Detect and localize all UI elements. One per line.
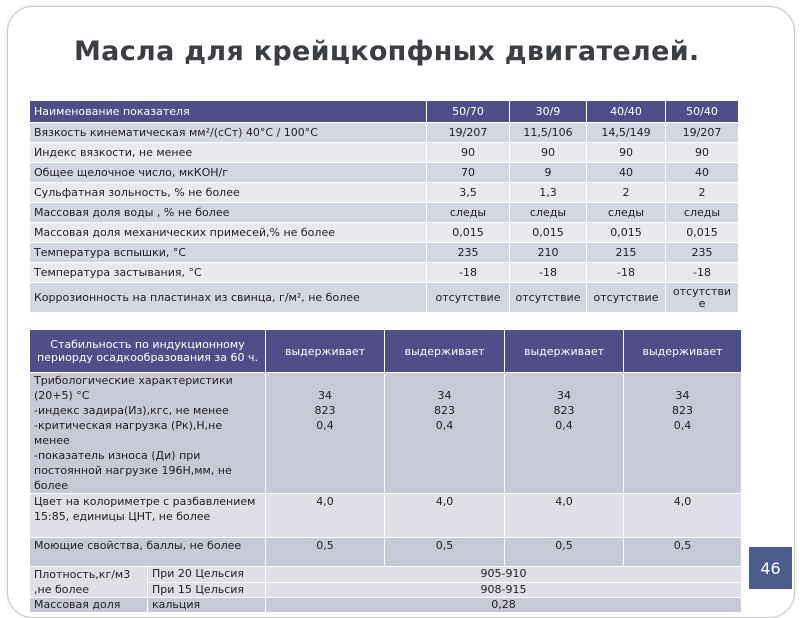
cell-value: -18 — [427, 263, 510, 283]
properties-table — [29, 100, 739, 313]
cell-value: 34 — [437, 389, 452, 402]
cell-value: 0,4 — [316, 419, 334, 432]
cell-value: 0,4 — [435, 419, 454, 432]
cell-value: 215 — [587, 243, 666, 263]
row-label: Массовая доля механических примесей,% не более — [30, 223, 427, 243]
cell-value: 9 — [510, 163, 587, 183]
density-label: Плотность,кг/м3 ,не более — [30, 567, 148, 598]
cell-value: 210 — [510, 243, 587, 263]
tribology-line: -индекс задира(Из),кгс, не менее — [34, 404, 229, 417]
cell-value: 0,015 — [666, 223, 739, 243]
table-row — [30, 494, 742, 538]
cell-value: -18 — [666, 263, 739, 283]
cell-value: 90 — [427, 143, 510, 163]
cell-value: 823 — [314, 404, 336, 417]
header-value: выдерживает — [624, 330, 742, 373]
tribology-line: -показатель износа (Ди) при постоянной нагрузке 196Н,мм, не более — [34, 449, 232, 492]
table-row — [30, 283, 739, 313]
density-value: 908-915 — [266, 582, 742, 598]
additional-properties-table — [29, 329, 742, 613]
cell-value: 34 — [557, 389, 572, 402]
tribology-values — [266, 373, 385, 494]
row-label: Моющие свойства, баллы, не более — [30, 538, 266, 567]
row-label: Температура вспышки, °С — [30, 243, 427, 263]
table-row — [30, 538, 742, 567]
page-number: 46 — [749, 547, 792, 589]
cell-value: 34 — [318, 389, 333, 402]
cell-value: 823 — [553, 404, 575, 417]
cell-value: отсутствие — [510, 283, 587, 313]
header-value: выдерживает — [266, 330, 385, 373]
row-label: Индекс вязкости, не менее — [30, 143, 427, 163]
density-value: 905-910 — [266, 567, 742, 583]
cell-value: 40 — [666, 163, 739, 183]
cell-value: 0,015 — [510, 223, 587, 243]
cell-value: 34 — [675, 389, 690, 402]
cell-value: 90 — [587, 143, 666, 163]
cell-value: 0,5 — [266, 538, 385, 567]
cell-value: 3,5 — [427, 183, 510, 203]
table-row — [30, 223, 739, 243]
cell-value: 0,015 — [587, 223, 666, 243]
table-row — [30, 163, 739, 183]
tribology-label — [30, 373, 266, 494]
table-row — [30, 183, 739, 203]
density-sub-label: При 15 Цельсия — [148, 582, 266, 598]
row-label: Сульфатная зольность, % не более — [30, 183, 427, 203]
tribology-values — [505, 373, 624, 494]
cell-value: 4,0 — [624, 494, 742, 538]
cell-value: 0,5 — [385, 538, 505, 567]
header-grade: 50/40 — [666, 101, 739, 123]
cell-value: 823 — [434, 404, 456, 417]
row-label: Массовая доля — [30, 598, 148, 613]
tribology-values — [624, 373, 742, 494]
table-row — [30, 243, 739, 263]
cell-value: 235 — [427, 243, 510, 263]
table-row — [30, 263, 739, 283]
header-value: выдерживает — [505, 330, 624, 373]
tribology-line: -критическая нагрузка (Рк),Н,не менее — [34, 419, 223, 447]
row-label: Массовая доля воды , % не более — [30, 203, 427, 223]
table-row — [30, 567, 742, 583]
cell-value: 40 — [587, 163, 666, 183]
cell-value: 14,5/149 — [587, 123, 666, 143]
row-label: Коррозионность на пластинах из свинца, г/м², не более — [30, 283, 427, 313]
cell-value: 19/207 — [666, 123, 739, 143]
cell-value: 0,015 — [427, 223, 510, 243]
cell-value: 235 — [666, 243, 739, 263]
cell-value: 90 — [510, 143, 587, 163]
cell-value: 0,5 — [624, 538, 742, 567]
cell-value: 1,3 — [510, 183, 587, 203]
cell-value: следы — [427, 203, 510, 223]
cell-value: 11,5/106 — [510, 123, 587, 143]
cell-value: следы — [587, 203, 666, 223]
cell-value: 823 — [672, 404, 694, 417]
cell-value: отсутствие — [427, 283, 510, 313]
row-label: Вязкость кинематическая мм²/(сСт) 40°С / 100°С — [30, 123, 427, 143]
header-parameter: Наименование показателя — [30, 101, 427, 123]
cell-value: отсутствие — [587, 283, 666, 313]
table-row — [30, 123, 739, 143]
header-grade: 30/9 — [510, 101, 587, 123]
cell-value: 90 — [666, 143, 739, 163]
cell-value: 0,4 — [555, 419, 573, 432]
cell-value: -18 — [587, 263, 666, 283]
cell-value: 2 — [666, 183, 739, 203]
cell-value: 4,0 — [505, 494, 624, 538]
header-grade: 50/70 — [427, 101, 510, 123]
table-header-row — [30, 330, 742, 373]
cell-value: -18 — [510, 263, 587, 283]
table-row — [30, 203, 739, 223]
table-header-row — [30, 101, 739, 123]
cell-value: 4,0 — [385, 494, 505, 538]
cell-value: следы — [510, 203, 587, 223]
cell-value: 0,5 — [505, 538, 624, 567]
cell-value: 70 — [427, 163, 510, 183]
row-label: Цвет на колориметре с разбавлением 15:85, единицы ЦНТ, не более — [30, 494, 266, 538]
table-row — [30, 143, 739, 163]
row-label: Общее щелочное число, мкКОН/г — [30, 163, 427, 183]
table-row — [30, 373, 742, 494]
header-stability-label: Стабильность по индукционному периорду осадкообразования за 60 ч. — [30, 330, 266, 373]
row-label: Температура застывания, °С — [30, 263, 427, 283]
slide-title: Масла для крейцкопфных двигателей. — [74, 36, 700, 67]
cell-value: 2 — [587, 183, 666, 203]
cell-value: 0,28 — [266, 598, 742, 613]
density-sub-label: кальция — [148, 598, 266, 613]
cell-value: следы — [666, 203, 739, 223]
cell-value: 19/207 — [427, 123, 510, 143]
cell-value: отсутствие — [666, 283, 739, 313]
header-value: выдерживает — [385, 330, 505, 373]
cell-value: 0,4 — [673, 419, 692, 432]
tribology-values — [385, 373, 505, 494]
cell-value: 4,0 — [266, 494, 385, 538]
tribology-line: Трибологические характеристики (20+5) °С — [34, 374, 233, 402]
density-sub-label: При 20 Цельсия — [148, 567, 266, 583]
header-grade: 40/40 — [587, 101, 666, 123]
